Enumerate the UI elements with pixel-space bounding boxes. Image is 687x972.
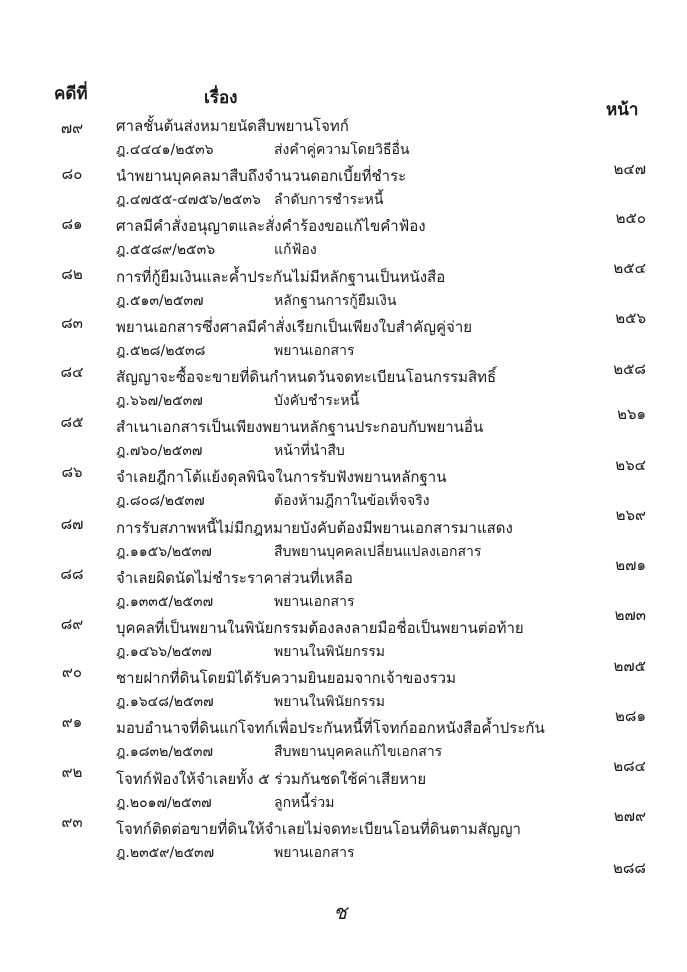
ruling-number: ฎ.๑๘๓๒/๒๕๓๗ bbox=[116, 744, 213, 761]
page-number: ๒๖๙ bbox=[615, 506, 646, 524]
page-number: ๒๖๔ bbox=[615, 456, 646, 474]
header-subject: เรื่อง bbox=[204, 88, 238, 108]
ruling-keyword: สืบพยานบุคคลเปลี่ยนแปลงเอกสาร bbox=[274, 543, 482, 560]
ruling-keyword: ต้องห้ามฎีกาในข้อเท็จจริง bbox=[274, 493, 430, 510]
page-number: ๒๗๑ bbox=[615, 556, 646, 574]
case-number: ๘๖ bbox=[61, 463, 83, 481]
ruling-number: ฎ.๒๐๑๗/๒๕๓๗ bbox=[116, 794, 212, 811]
ruling-number: ฎ.๗๖๐/๒๕๓๗ bbox=[116, 443, 203, 460]
page-number: ๒๕๘ bbox=[613, 360, 646, 378]
case-title: สำเนาเอกสารเป็นเพียงพยานหลักฐานประกอบกับพยานอื่น bbox=[116, 418, 484, 437]
page-number: ๒๖๑ bbox=[617, 405, 646, 423]
page-letter: ช bbox=[333, 900, 347, 924]
case-reference bbox=[116, 691, 385, 713]
case-title: ศาลมีคำสั่งอนุญาตและสั่งคำร้องขอแก้ไขคำฟ้อง bbox=[116, 217, 426, 236]
ruling-number: ฎ.๑๖๔๘/๒๕๓๗ bbox=[116, 694, 214, 711]
case-reference bbox=[116, 390, 359, 412]
ruling-keyword: พยานในพินัยกรรม bbox=[274, 694, 386, 711]
ruling-keyword: ส่งคำคู่ความโดยวิธีอื่น bbox=[274, 142, 410, 158]
ruling-number: ฎ.๕๑๓/๒๕๓๗ bbox=[116, 292, 204, 309]
case-number: ๘๘ bbox=[60, 565, 84, 583]
case-reference bbox=[116, 490, 430, 512]
case-title: สัญญาจะซื้อจะขายที่ดินกำหนดวันจดทะเบียนโอนกรรมสิทธิ์ bbox=[116, 368, 497, 386]
case-title: บุคคลที่เป็นพยานในพินัยกรรมต้องลงลายมือชื่อเป็นพยานต่อท้าย bbox=[116, 619, 524, 637]
case-reference bbox=[116, 591, 354, 613]
ruling-keyword: หน้าที่นำสืบ bbox=[274, 443, 345, 460]
case-number: ๙๓ bbox=[61, 813, 83, 831]
ruling-number: ฎ.๑๔๖๖/๒๕๓๗ bbox=[116, 644, 212, 660]
case-reference bbox=[116, 792, 334, 814]
case-reference bbox=[116, 842, 354, 864]
case-reference bbox=[116, 189, 383, 211]
case-title: โจทก์ติดต่อขายที่ดินให้จำเลยไม่จดทะเบียนโอนที่ดินตามสัญญา bbox=[116, 819, 521, 838]
case-number: ๙๐ bbox=[61, 663, 83, 681]
header-case-no: คดีที่ bbox=[54, 84, 88, 104]
case-reference bbox=[116, 239, 317, 261]
case-number: ๘๒ bbox=[61, 265, 83, 283]
ruling-keyword: ลูกหนี้ร่วม bbox=[274, 794, 335, 811]
ruling-number: ฎ.๖๖๗/๒๕๓๗ bbox=[116, 393, 203, 409]
page-number: ๒๗๓ bbox=[614, 606, 646, 624]
case-reference bbox=[116, 541, 481, 563]
page-number: ๒๕๐ bbox=[615, 209, 646, 227]
ruling-number: ฎ.๔๗๕๕-๔๗๕๖/๒๕๓๖ bbox=[116, 192, 261, 209]
ruling-keyword: แก้ฟ้อง bbox=[274, 242, 317, 259]
case-number: ๘๕ bbox=[60, 413, 84, 431]
case-title: ศาลชั้นต้นส่งหมายนัดสืบพยานโจทก์ bbox=[116, 117, 349, 135]
ruling-number: ฎ.๑๑๕๖/๒๕๓๗ bbox=[116, 543, 212, 560]
ruling-number: ฎ.๕๒๘/๒๕๓๘ bbox=[116, 342, 206, 359]
case-title: ชายฝากที่ดินโดยมิได้รับความยินยอมจากเจ้าของรวม bbox=[116, 669, 456, 688]
case-title: การที่กู้ยืมเงินและค้ำประกันไม่มีหลักฐานเป็นหนังสือ bbox=[116, 267, 446, 286]
page-number: ๒๔๗ bbox=[613, 160, 646, 178]
case-title: นำพยานบุคคลมาสืบถึงจำนวนดอกเบี้ยที่ชำระ bbox=[116, 167, 407, 186]
case-title: จำเลยฎีกาโต้แย้งดุลพินิจในการรับฟังพยานหลักฐาน bbox=[116, 468, 447, 487]
case-title: จำเลยผิดนัดไม่ชำระราคาส่วนที่เหลือ bbox=[116, 568, 353, 587]
page-number: ๒๘๑ bbox=[615, 707, 646, 725]
ruling-number: ฎ.๕๕๘๙/๒๕๓๖ bbox=[116, 242, 216, 259]
case-title: มอบอำนาจที่ดินแก่โจทก์เพื่อประกันหนี้ที่โจทก์ออกหนังสือค้ำประกัน bbox=[116, 719, 545, 738]
ruling-number: ฎ.๘๐๘/๒๕๓๗ bbox=[116, 493, 205, 510]
ruling-keyword: พยานเอกสาร bbox=[274, 342, 355, 359]
case-number: ๘๓ bbox=[61, 314, 83, 332]
page-number: ๒๘๔ bbox=[613, 757, 646, 775]
case-reference bbox=[116, 290, 396, 312]
page-number: ๒๕๔ bbox=[613, 259, 646, 277]
header-page: หน้า bbox=[606, 100, 639, 120]
ruling-keyword: หลักฐานการกู้ยืมเงิน bbox=[274, 292, 397, 309]
case-number: ๘๐ bbox=[61, 165, 83, 183]
case-reference bbox=[116, 741, 442, 763]
case-number: ๙๑ bbox=[61, 713, 83, 731]
ruling-keyword: บังคับชำระหนี้ bbox=[274, 393, 360, 409]
ruling-keyword: พยานในพินัยกรรม bbox=[274, 644, 386, 660]
case-number: ๘๙ bbox=[60, 615, 84, 633]
case-number: ๘๑ bbox=[61, 215, 83, 233]
case-number: ๗๙ bbox=[60, 119, 84, 137]
ruling-keyword: พยานเอกสาร bbox=[274, 593, 355, 610]
case-reference bbox=[116, 139, 410, 161]
ruling-keyword: ลำดับการชำระหนี้ bbox=[274, 192, 384, 209]
case-reference bbox=[116, 340, 354, 362]
case-number: ๙๒ bbox=[61, 763, 83, 781]
case-number: ๘๗ bbox=[60, 515, 84, 533]
case-title: การรับสภาพหนี้ไม่มีกฎหมายบังคับต้องมีพยานเอกสารมาแสดง bbox=[116, 518, 513, 537]
page-number: ๒๘๘ bbox=[612, 859, 646, 877]
page-number: ๒๗๕ bbox=[613, 657, 646, 675]
case-number: ๘๔ bbox=[60, 363, 84, 381]
page-number: ๒๕๖ bbox=[615, 309, 646, 327]
case-title: โจทก์ฟ้องให้จำเลยทั้ง ๕ ร่วมกันชดใช้ค่าเสียหาย bbox=[116, 769, 427, 788]
ruling-number: ฎ.๔๔๔๑/๒๕๓๖ bbox=[116, 142, 214, 158]
ruling-number: ฎ.๒๓๕๙/๒๕๓๗ bbox=[116, 844, 215, 861]
ruling-keyword: พยานเอกสาร bbox=[274, 844, 355, 861]
page-number: ๒๗๙ bbox=[613, 807, 646, 825]
ruling-keyword: สืบพยานบุคคลแก้ไขเอกสาร bbox=[274, 744, 443, 761]
ruling-number: ฎ.๑๓๓๕/๒๕๓๗ bbox=[116, 593, 214, 610]
case-reference bbox=[116, 440, 345, 462]
case-title: พยานเอกสารซึ่งศาลมีคำสั่งเรียกเป็นเพียงใบสำคัญคู่จ่าย bbox=[116, 317, 473, 336]
case-reference bbox=[116, 641, 385, 663]
